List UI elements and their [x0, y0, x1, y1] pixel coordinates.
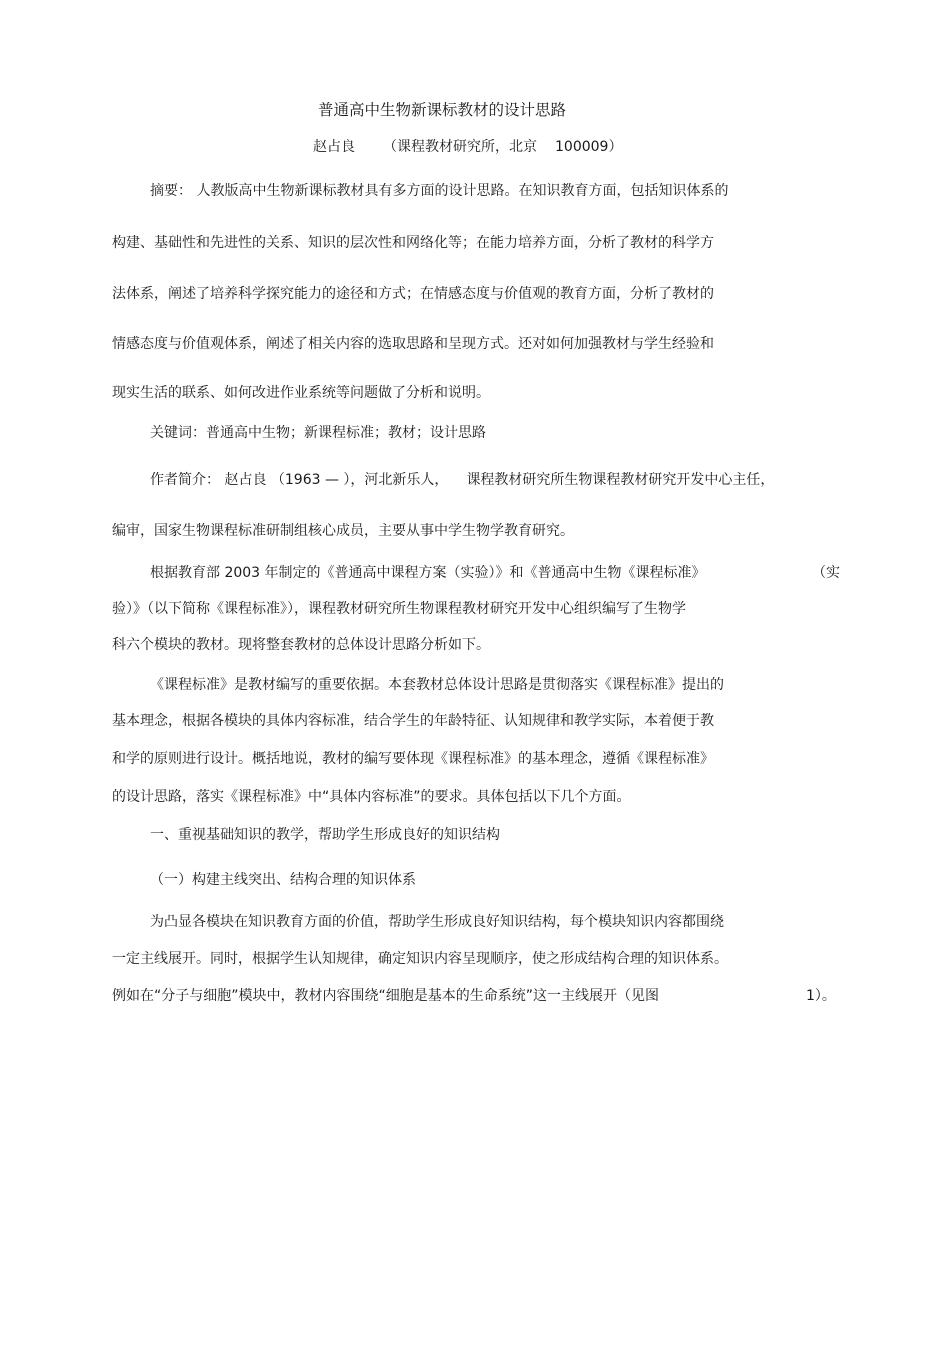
author-bio-line	[150, 470, 774, 490]
paragraph-line: 一定主线展开。同时，根据学生认知规律，确定知识内容呈现顺序，使之形成结构合理的知识体系。	[112, 951, 728, 967]
subsection-heading: （一）构建主线突出、结构合理的知识体系	[150, 872, 416, 888]
author-bio-line: 编审，国家生物课程标准研制组核心成员，主要从事中学生物学教育研究。	[112, 523, 574, 539]
abstract-line: 摘要： 人教版高中生物新课标教材具有多方面的设计思路。在知识教育方面，包括知识体系的	[150, 183, 729, 199]
abstract-line: 法体系，阐述了培养科学探究能力的途径和方式；在情感态度与价值观的教育方面，分析了教材的	[112, 286, 714, 302]
page-title: 普通高中生物新课标教材的设计思路	[318, 101, 567, 119]
author-line	[313, 137, 622, 157]
paragraph-line-tail: （实	[812, 565, 840, 581]
paragraph-line: 科六个模块的教材。现将整套教材的总体设计思路分析如下。	[112, 637, 490, 653]
keywords: 关键词：普通高中生物；新课程标准；教材；设计思路	[150, 425, 486, 441]
section-heading: 一、重视基础知识的教学，帮助学生形成良好的知识结构	[150, 827, 500, 843]
author-bio-part: 作者简介： 赵占良 （1963 — ），河北新乐人，	[150, 472, 449, 488]
paragraph-line: 根据教育部 2003 年制定的《普通高中课程方案（实验）》和《普通高中生物《课程标准》	[150, 565, 706, 581]
abstract-line: 构建、基础性和先进性的关系、知识的层次性和网络化等；在能力培养方面，分析了教材的科学方	[112, 235, 714, 251]
paragraph-line: 为凸显各模块在知识教育方面的价值，帮助学生形成良好知识结构，每个模块知识内容都围绕	[150, 914, 724, 930]
author-affiliation: （课程教材研究所，北京	[383, 139, 537, 155]
author-postcode: 100009）	[555, 139, 623, 155]
paragraph-line: 验）》（以下简称《课程标准》），课程教材研究所生物课程教材研究开发中心组织编写了生物学	[112, 601, 686, 617]
author-name: 赵占良	[313, 139, 355, 155]
paragraph-line: 《课程标准》是教材编写的重要依据。本套教材总体设计思路是贯彻落实《课程标准》提出的	[150, 677, 724, 693]
paragraph-line-tail: 1）。	[806, 988, 836, 1004]
paragraph-line: 的设计思路，落实《课程标准》中“具体内容标准”的要求。具体包括以下几个方面。	[112, 789, 631, 805]
paragraph-line: 和学的原则进行设计。概括地说，教材的编写要体现《课程标准》的基本理念，遵循《课程标准》	[112, 751, 714, 767]
author-bio-part: 课程教材研究所生物课程教材研究开发中心主任，	[466, 472, 775, 488]
abstract-line: 现实生活的联系、如何改进作业系统等问题做了分析和说明。	[112, 385, 490, 401]
abstract-line: 情感态度与价值观体系，阐述了相关内容的选取思路和呈现方式。还对如何加强教材与学生经验和	[112, 336, 714, 352]
paragraph-line: 例如在“分子与细胞”模块中，教材内容围绕“细胞是基本的生命系统”这一主线展开（见图	[112, 988, 660, 1004]
paragraph-line: 基本理念，根据各模块的具体内容标准，结合学生的年龄特征、认知规律和教学实际，本着便于教	[112, 713, 714, 729]
